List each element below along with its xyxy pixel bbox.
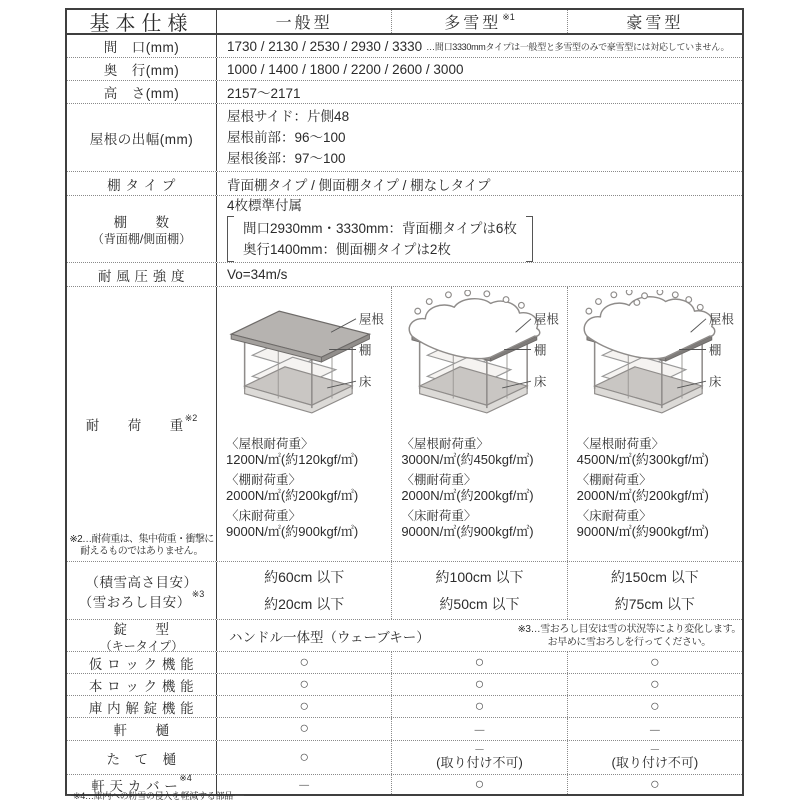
row-temp-lock — [67, 652, 742, 674]
downpipe-heavy-snow — [391, 741, 566, 774]
header-general-type-label: 一般型 — [275, 15, 333, 32]
dash-mark: － — [648, 722, 662, 738]
value-width: 1730 / 2130 / 2530 / 2930 / 3330 — [227, 38, 423, 54]
value-wind-pressure-cell — [217, 263, 742, 286]
label-shelf-count — [67, 196, 217, 262]
footnote-mark-1: ※1 — [502, 12, 515, 22]
roof-part-label: 屋根 — [358, 312, 384, 327]
footnote-3-line2: お早めに雪おろしを行ってください。 — [547, 636, 711, 648]
main-lock-extreme-snow — [567, 674, 742, 695]
row-width — [67, 35, 742, 58]
shelf-load-title: 〈棚耐荷重〉 — [226, 473, 302, 487]
circle-mark: ○ — [474, 675, 485, 693]
roof-overhang-rear: 屋根後部：97～100 — [227, 151, 346, 166]
row-main-lock — [67, 674, 742, 696]
main-lock-general — [217, 674, 391, 695]
footnote-4 — [65, 789, 244, 800]
footnote-mark-3: ※3 — [191, 589, 205, 599]
value-wind-pressure: Vo=34m/s — [227, 267, 288, 282]
shelf-part-label: 棚 — [358, 343, 372, 358]
floor-load-value: 9000N/㎡(約900kgf/㎡) — [401, 524, 534, 539]
label-depth: 奥 行(mm) — [67, 58, 217, 80]
header-row — [67, 10, 742, 35]
label-snow-removal — [79, 591, 205, 611]
label-lock-type-sub: （キータイプ） — [99, 638, 184, 653]
temp-lock-extreme-snow — [567, 652, 742, 673]
soffit-cover-heavy-snow — [391, 775, 566, 794]
floor-load-heavy-snow — [401, 509, 533, 540]
header-general-type — [217, 10, 391, 33]
circle-mark: ○ — [649, 675, 660, 693]
footnote-4-text: ※4…庫内への粉雪の侵入を軽減する部品 — [73, 791, 233, 800]
soffit-cover-extreme-snow — [567, 775, 742, 794]
not-installable-note: (取り付け不可) — [436, 754, 523, 770]
label-lock-type — [67, 620, 217, 651]
label-width: 間 口(mm) — [67, 35, 217, 57]
dash-mark: － — [649, 743, 661, 756]
shed-diagram-heavy-snow — [402, 290, 564, 434]
row-eaves-gutter — [67, 718, 742, 741]
row-shelf-count — [67, 196, 742, 263]
downpipe-extreme-snow — [567, 741, 742, 774]
label-shelf-count-main: 棚 数 — [113, 215, 170, 230]
roof-load-value: 3000N/㎡(約450kgf/㎡) — [401, 452, 534, 467]
label-shelf-type: 棚 タ イ プ — [67, 172, 217, 195]
label-lock-type-main: 錠 型 — [113, 621, 170, 637]
footnote-4-right-line — [235, 795, 244, 796]
eaves-gutter-extreme-snow — [567, 718, 742, 740]
shelf-count-standard: 4枚標準付属 — [227, 197, 303, 213]
inside-unlock-extreme-snow — [567, 696, 742, 717]
load-capacity-heavy-snow — [391, 287, 566, 561]
shelf-load-value: 2000N/㎡(約200kgf/㎡) — [226, 488, 359, 503]
shelf-count-content — [227, 197, 533, 262]
dash-mark: － — [297, 778, 311, 793]
label-load-capacity — [67, 287, 217, 561]
shelf-load-title: 〈棚耐荷重〉 — [576, 473, 652, 487]
label-load-capacity-text — [86, 414, 198, 434]
shelf-count-details — [234, 216, 526, 262]
bracket-left — [227, 216, 234, 262]
inside-unlock-general — [217, 696, 391, 717]
shelf-load-heavy-snow — [401, 473, 533, 504]
value-height-cell — [217, 81, 742, 103]
floor-part-label: 床 — [709, 375, 722, 389]
note-width: …間口3330mmタイプは一般型と多雪型のみで豪雪型には対応していません。 — [426, 41, 730, 52]
row-load-capacity — [67, 287, 742, 562]
circle-mark: ○ — [299, 653, 309, 671]
footnote-2-text — [68, 534, 215, 558]
row-wind-pressure — [67, 263, 742, 287]
label-wind-pressure: 耐 風 圧 強 度 — [67, 263, 217, 286]
value-shelf-type: 背面棚タイプ / 側面棚タイプ / 棚なしタイプ — [227, 177, 491, 193]
snow-height-heavy-snow: 約100cm 以下 — [435, 568, 524, 585]
floor-load-general — [226, 509, 358, 540]
roof-load-title: 〈屋根耐荷重〉 — [226, 437, 314, 451]
shelf-part-label: 棚 — [709, 343, 722, 358]
not-installable-note: (取り付け不可) — [611, 754, 699, 770]
roof-overhang-lines — [227, 106, 349, 169]
footnote-mark-4: ※4 — [179, 773, 192, 783]
circle-mark: ○ — [299, 720, 309, 737]
dash-mark: － — [473, 743, 485, 756]
roof-part-label: 屋根 — [709, 312, 735, 327]
footnote-2-line2: 耐えるものではありません。 — [80, 546, 203, 557]
footnote-2-line1: ※2…耐荷重は、集中荷重・衝撃に — [69, 534, 214, 545]
shelf-count-bracket — [227, 216, 533, 262]
floor-load-title: 〈床耐荷重〉 — [226, 509, 302, 523]
value-lock-type-cell — [217, 620, 742, 651]
label-shelf-count-sub: （背面棚/側面棚） — [91, 232, 192, 246]
main-lock-heavy-snow — [391, 674, 566, 695]
eaves-gutter-heavy-snow — [391, 718, 566, 740]
downpipe-general — [217, 741, 391, 774]
snow-depth-general — [217, 562, 391, 619]
label-roof-overhang: 屋根の出幅(mm) — [67, 104, 217, 171]
row-shelf-type — [67, 172, 742, 196]
footnote-3-text — [517, 623, 742, 649]
label-soffit-cover-main: 軒 天 カ バ ー — [91, 778, 179, 794]
row-downpipe — [67, 741, 742, 775]
label-main-lock: 本 ロ ッ ク 機 能 — [67, 674, 217, 695]
load-capacity-general — [217, 287, 391, 561]
circle-mark: ○ — [474, 653, 485, 671]
snow-depth-heavy-snow — [391, 562, 566, 619]
shed-diagram-extreme-snow — [577, 290, 739, 434]
floor-part-label: 床 — [358, 375, 372, 389]
footnote-mark-2: ※2 — [184, 412, 198, 423]
roof-load-value: 1200N/㎡(約120kgf/㎡) — [226, 452, 359, 467]
bracket-right — [526, 216, 533, 262]
footnote-4-left-line — [65, 795, 71, 796]
snow-height-extreme-snow: 約150cm 以下 — [610, 568, 699, 585]
roof-load-value: 4500N/㎡(約300kgf/㎡) — [576, 452, 709, 467]
shelf-part-label: 棚 — [533, 343, 547, 358]
header-heavy-snow-type — [391, 10, 566, 33]
row-depth — [67, 58, 742, 81]
label-eaves-gutter: 軒 樋 — [67, 718, 217, 740]
row-snow-depth — [67, 562, 742, 620]
label-snow-height: （積雪高さ目安） — [85, 574, 198, 590]
value-roof-overhang-cell — [217, 104, 742, 171]
footnote-3-line1: ※3…雪おろし目安は雪の状況等により変化します。 — [517, 623, 741, 635]
value-lock-type: ハンドル一体型（ウェーブキー） — [229, 629, 430, 645]
row-inside-unlock — [67, 696, 742, 718]
value-height: 2157～2171 — [227, 86, 301, 101]
circle-mark: ○ — [649, 653, 660, 671]
label-temp-lock: 仮 ロ ッ ク 機 能 — [67, 652, 217, 673]
row-height — [67, 81, 742, 104]
header-extreme-snow-type — [567, 10, 742, 33]
value-shelf-type-cell — [217, 172, 742, 195]
shelf-count-detail-1: 間口2930mm・3330mm：背面棚タイプは6枚 — [243, 220, 517, 236]
floor-load-value: 9000N/㎡(約900kgf/㎡) — [226, 524, 359, 539]
value-shelf-count-cell — [217, 196, 742, 262]
label-downpipe: た て 樋 — [67, 741, 217, 774]
snow-removal-heavy-snow: 約50cm 以下 — [439, 595, 520, 612]
circle-mark: ○ — [299, 675, 309, 693]
floor-load-value: 9000N/㎡(約900kgf/㎡) — [576, 524, 709, 539]
roof-load-extreme-snow — [577, 437, 709, 468]
header-heavy-snow-type-label: 多雪型 — [444, 15, 502, 32]
circle-mark: ○ — [649, 697, 660, 715]
inside-unlock-heavy-snow — [391, 696, 566, 717]
label-load-capacity-main: 耐 荷 重 — [85, 418, 184, 433]
value-depth: 1000 / 1400 / 1800 / 2200 / 2600 / 3000 — [227, 61, 464, 77]
temp-lock-heavy-snow — [391, 652, 566, 673]
label-inside-unlock: 庫 内 解 錠 機 能 — [67, 696, 217, 717]
roof-load-title: 〈屋根耐荷重〉 — [576, 437, 665, 451]
snow-height-general: 約60cm 以下 — [264, 568, 345, 585]
dash-mark: － — [472, 722, 486, 738]
floor-part-label: 床 — [533, 375, 547, 389]
basic-spec-table — [65, 8, 744, 796]
floor-load-title: 〈床耐荷重〉 — [401, 509, 477, 523]
label-height: 高 さ(mm) — [67, 81, 217, 103]
value-depth-cell — [217, 58, 742, 80]
roof-part-label: 屋根 — [533, 312, 559, 327]
load-capacity-extreme-snow — [567, 287, 742, 561]
floor-load-extreme-snow — [577, 509, 709, 540]
roof-load-general — [226, 437, 358, 468]
shelf-load-title: 〈棚耐荷重〉 — [401, 473, 477, 487]
snow-removal-extreme-snow: 約75cm 以下 — [614, 595, 695, 612]
shelf-load-value: 2000N/㎡(約200kgf/㎡) — [401, 488, 534, 503]
circle-mark: ○ — [649, 775, 660, 793]
circle-mark: ○ — [299, 697, 309, 715]
floor-load-title: 〈床耐荷重〉 — [576, 509, 652, 523]
label-snow-removal-text: （雪おろし目安） — [78, 594, 191, 610]
roof-load-heavy-snow — [401, 437, 533, 468]
label-snow-depth — [67, 562, 217, 619]
value-width-cell — [217, 35, 742, 57]
eaves-gutter-general — [217, 718, 391, 740]
shelf-load-general — [226, 473, 358, 504]
row-roof-overhang — [67, 104, 742, 172]
shelf-load-extreme-snow — [577, 473, 709, 504]
snow-removal-general: 約20cm 以下 — [264, 595, 345, 612]
circle-mark: ○ — [474, 775, 485, 793]
circle-mark: ○ — [474, 697, 485, 715]
shed-diagram-general — [227, 290, 389, 434]
temp-lock-general — [217, 652, 391, 673]
roof-overhang-side: 屋根サイド：片側48 — [227, 109, 350, 124]
header-basic-spec: 基本仕様 — [67, 10, 217, 33]
header-extreme-snow-type-label: 豪雪型 — [626, 15, 684, 32]
row-lock-type — [67, 620, 742, 652]
roof-overhang-front: 屋根前部：96～100 — [227, 130, 346, 145]
roof-load-title: 〈屋根耐荷重〉 — [401, 437, 489, 451]
circle-mark: ○ — [299, 748, 309, 766]
shelf-load-value: 2000N/㎡(約200kgf/㎡) — [576, 488, 709, 503]
shelf-count-detail-2: 奥行1400mm：側面棚タイプは2枚 — [243, 241, 451, 257]
snow-depth-extreme-snow — [567, 562, 742, 619]
